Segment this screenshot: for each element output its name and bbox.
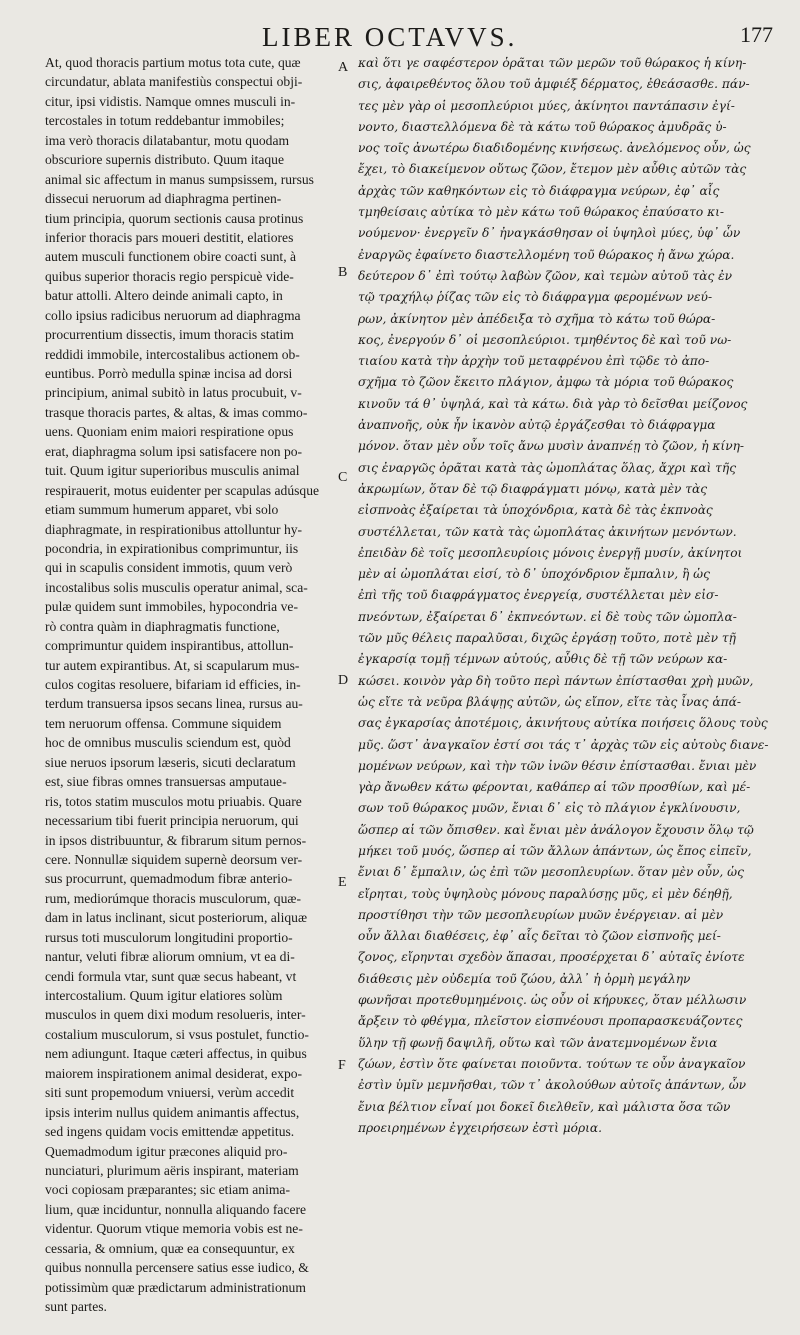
latin-text-line: videntur. Quorum vtique memoria vobis est ne- (45, 1221, 303, 1237)
greek-text-line: τες μὲν γὰρ οἱ μεσοπλεύριοι μύες, ἀκίνητοι παντάπασιν ἐγί- (358, 98, 735, 113)
greek-text-line: ὕλην τῇ φωνῇ δαψιλῆ, οὕτω καὶ τῶν ἀνατεμνομένων ἔνια (358, 1035, 718, 1050)
latin-text-line: siue neruos ipsorum læseris, sicuti declaratum (45, 754, 296, 770)
greek-text-line: τιαίου κατὰ τὴν ἀρχὴν τοῦ μεταφρένου ἐπὶ τῷδε τὸ ἀπο- (358, 354, 710, 369)
greek-text-line: κος, ἐνεργούν δ᾽ οἱ μεσοπλεύριοι. τμηθέντος δὲ καὶ τοῦ νω- (358, 332, 732, 347)
latin-text-line: trasque thoracis partes, & altas, & imas commo- (45, 404, 308, 420)
latin-text-line: rursus toti musculorum longitudini proportio- (45, 929, 293, 945)
latin-text-line: diaphragmate, in respirationibus attolluntur hy- (45, 521, 303, 537)
latin-text-line: nunciaturi, plurimum aëris inspirant, materiam (45, 1162, 299, 1178)
latin-text-line: potissimùm quæ prædictarum administrationum (45, 1279, 306, 1295)
latin-text-line: musculos in quem dixi modum resolueris, inter- (45, 1007, 306, 1023)
greek-text-line: συστέλλεται, τῶν κατὰ τὰς ὠμοπλάτας ἀκινήτων μενόντων. (358, 524, 737, 539)
greek-text-line: ἔνιαι δ᾽ ἔμπαλιν, ὡς ἐπὶ τῶν μεσοπλευρίων. ὅταν μὲν οὖν, ὡς (358, 865, 744, 880)
greek-text-line: σχῆμα τὸ ζῶον ἔκειτο πλάγιον, ἀμφω τὰ μόρια τοῦ θώρακος (358, 375, 734, 390)
greek-text-line: ἔχει, τὸ διακείμενον οὕτως ζῶον, ἔτεμον μὲν αὖθις αὐτῶν τὰς (358, 162, 747, 177)
greek-text-line: ζώων, ἐστὶν ὅτε φαίνεται ποιοῦντα. τούτων τε οὖν ἀναγκαῖον (358, 1056, 746, 1071)
latin-text-line: etiam summum humerum apparet, vbi solo (45, 502, 279, 518)
greek-text-line: μόνον. ὅταν μὲν οὖν τοῖς ἄνω μυσὶν ἀναπνέῃ τὸ ζῶον, ἡ κίνη- (358, 439, 745, 454)
latin-text-line: obscuriore supernis distributo. Quum itaque (45, 152, 284, 168)
latin-text-line: procurrentium dissectis, imum thoracis statim (45, 327, 294, 343)
greek-text-line: ἀναπνοῆς, οὐκ ἦν ἱκανὸν αὐτῷ ἐργάζεσθαι τὸ διάφραγμα (358, 418, 716, 433)
latin-text-line: tium principia, quorum sectionis causa protinus (45, 210, 304, 226)
greek-text-line: σις, ἀφαιρεθέντος ὅλου τοῦ ἀμφιέξ δέρματος, ἐθεάσασθε. πάν- (358, 77, 750, 92)
greek-text-line: πνεόντων, ἐξαίρεται δ᾽ ἐκπνεόντων. εἰ δὲ τοὺς τῶν ὠμοπλα- (358, 609, 737, 624)
greek-text-line: ὡς εἴτε τὰ νεῦρα βλάψῃς αὐτῶν, ὡς εἴπον, εἴτε τὰς ἶνας ἁπά- (358, 694, 741, 709)
latin-text-line: maiorem inspirationem animal desiderat, expo- (45, 1065, 303, 1081)
greek-text-line: σις ἐναργῶς ὁρᾶται κατὰ τὰς ὠμοπλάτας ὅλας, ἄχρι καὶ τῆς (358, 460, 737, 475)
latin-text-line: citur, ipsi vidistis. Namque omnes musculi in- (45, 93, 296, 109)
greek-text-line: ἐναργῶς ἐφαίνετο διαστελλομένη τοῦ θώρακος ἡ ἄνω χώρα. (358, 247, 735, 262)
margin-marker-c: C (338, 470, 348, 485)
latin-text-line: pulæ quidem sunt immobiles, hypocondria ve- (45, 599, 298, 615)
greek-text-line: προειρημένων ἐγχειρήσεων ἐστὶ μόρια. (358, 1120, 603, 1135)
latin-text-line: tercostales in totum reddebantur immobiles; (45, 113, 285, 129)
greek-text-line: ζονος, εἴρηνται σχεδὸν ἅπασαι, προσέρχεται δ᾽ αὐταῖς ἐνίοτε (358, 950, 745, 965)
greek-text-line: ἀρχὰς τῶν καθηκόντων εἰς τὸ διάφραγμα νεύρων, ἐφ᾽ αἷς (358, 183, 720, 198)
latin-text-line: ipsis interim nullus quidem animantis affectus, (45, 1104, 300, 1120)
greek-text-line: νοντο, διαστελλόμενα δὲ τὰ κάτω τοῦ θώρακος ἀμυδρᾶς ὑ- (358, 119, 727, 134)
latin-text-line: dam in latus inclinant, sicut posteriorum, aliquæ (45, 910, 308, 926)
latin-text-line: cendi formula vtar, sunt quæ secus habeant, vt (45, 968, 297, 984)
greek-text-line: ἔνια βέλτιον εἶναί μοι δοκεῖ διελθεῖν, καὶ μάλιστα ὅσα τῶν (358, 1099, 731, 1114)
greek-text-line: διάθεσις μὲν οὐδεμία τοῦ ζώου, ἀλλ᾽ ἡ ὁρμὴ μεγάλην (358, 971, 691, 986)
greek-text-line: ρων, ἀκίνητον μὲν ἀπέδειξα τὸ σχῆμα τὸ κάτω τοῦ θώρα- (358, 311, 716, 326)
margin-marker-e: E (338, 875, 347, 890)
latin-text-line: reddidi immobile, intercostalibus actionem ob- (45, 346, 300, 362)
latin-text-line: ima verò thoracis dilatabantur, motu quodam (45, 132, 290, 148)
latin-text-line: tem neruorum offensa. Commune siquidem (45, 715, 282, 731)
margin-marker-a: A (338, 60, 349, 75)
greek-text-line: μομένων νεύρων, καὶ τὴν τῶν ἰνῶν θέσιν ἐπίστασθαι. ἔνιαι μὲν (358, 758, 757, 773)
page-number: 177 (740, 22, 773, 47)
latin-column (45, 53, 337, 1316)
greek-text-line: ἀκρωμίων, ὅταν δὲ τῷ διαφράγματι μόνῳ, κατὰ μὲν τὰς (358, 481, 708, 496)
greek-text-line: σων τοῦ θώρακος μυῶν, ἔνιαι δ᾽ εἰς τὸ πλάγιον ἐγκλίνουσιν, (358, 801, 741, 816)
greek-text-line: ἐπὶ τῆς τοῦ διαφράγματος ἐνεργείᾳ, συστέλλεται μὲν εἰσ- (358, 588, 719, 603)
latin-text-line: ris, totos statim musculos motu priuabis. Quare (45, 793, 302, 809)
greek-text-line: εἴρηται, τοὺς ὑψηλοὺς μόνους παραλύσῃς μῦς, εἰ μὲν δέηθῇ, (358, 886, 733, 901)
greek-text-line: μῦς. ὥστ᾽ ἀναγκαῖον ἐστί σοι τάς τ᾽ ἀρχὰς τῶν εἰς αὐτοὺς διανε- (358, 737, 769, 752)
latin-text-line: cessaria, & omnium, quæ ea consequuntur, ex (45, 1240, 295, 1256)
latin-text-line: tuit. Quum igitur superioribus musculis animal (45, 463, 300, 479)
latin-text-line: inferior thoracis pars moueri destitit, elatiores (45, 229, 294, 245)
latin-text-line: terdum transuersa ipsos secans linea, rursus au- (45, 696, 303, 712)
latin-text-line: erat, diaphragma solum ipsi satisfacere non po- (45, 443, 303, 459)
greek-text-line: νούμενον· ἐνεργεῖν δ᾽ ἠναγκάσθησαν οἱ ὑψηλοὶ μύες, ὑφ᾽ ὧν (358, 226, 741, 241)
latin-text-line: quibus superior thoracis regio perspicuè vide- (45, 268, 294, 284)
latin-text-line: dissecui neruorum ad diaphragma pertinen- (45, 191, 282, 207)
latin-text-line: rum, mediorúmque thoracis musculorum, quæ- (45, 890, 301, 906)
latin-text-line: hoc de omnibus musculis sciendum est, quòd (45, 735, 291, 751)
greek-text-line: φωνῆσαι προτεθυμημένοις. ὡς οὖν οἱ κήρυκες, ὅταν μέλλωσιν (358, 993, 747, 1008)
greek-text-line: μήκει τοῦ μυός, ὥσπερ αἱ τῶν ἄλλων ἁπάντων, ὡς ἔπος εἰπεῖν, (358, 843, 752, 858)
latin-text-line: circundatur, ablata manifestiùs conspectui obji- (45, 74, 303, 90)
latin-text-line: animal sic affectum in manus sumpsissem, rursus (45, 171, 314, 187)
latin-text-line: in ipsos distribuuntur, & fibrarum situm pernos- (45, 832, 307, 848)
latin-text-line: euntibus. Porrò medulla spinæ incisa ad dorsi (45, 366, 293, 381)
running-header: LIBER OCTAVVS. (262, 22, 518, 52)
greek-text-line: εἰσπνοὰς ἐξαίρεται τὰ ὑποχόνδρια, κατὰ δὲ τὰς ἐκπνοὰς (358, 503, 713, 518)
greek-text-line: κινοῦν τά θ᾽ ὑψηλά, καὶ τὰ κάτω. διὰ γὰρ τὸ δεῖσθαι μείζονος (358, 396, 748, 411)
latin-text-line: sunt partes. (45, 1299, 107, 1314)
greek-text-line: σας ἐγκαρσίας ἀποτέμοις, ἀκινήτους αὐτίκα ποιήσεις ὅλους τοὺς (358, 716, 768, 731)
greek-text-line: τῷ τραχήλῳ ῥίζας τῶν εἰς τὸ διάφραγμα φερομένων νεύ- (358, 290, 713, 305)
latin-text-line: incostalibus solis musculis operatur animal, sca- (45, 579, 308, 595)
greek-text-line: τῶν μῦς θέλεις παραλῦσαι, διχῶς ἐργάσῃ τοῦτο, ποτὲ μὲν τῇ (358, 631, 736, 646)
latin-text-line: sed ingens quidam vocis emittendæ appetitus. (45, 1124, 295, 1140)
latin-text-line: rò contra quàm in diaphragmatis functione, (45, 618, 280, 634)
latin-text-line: est, siue fibras omnes transuersas amputaue- (45, 774, 287, 790)
margin-marker-d: D (338, 673, 349, 688)
greek-text-line: ἐγκαρσίᾳ τομῇ τέμνων αὐτούς, αὖθις δὲ τῇ τῶν νεύρων κα- (358, 652, 728, 667)
greek-text-line: μὲν αἱ ὠμοπλάται εἰσί, τὸ δ᾽ ὑποχόνδριον ἔμπαλιν, ἢ ὡς (358, 567, 710, 582)
margin-marker-f: F (338, 1058, 346, 1073)
latin-text-line: nantur, veluti fibræ aliorum omnium, vt ea di- (45, 949, 295, 965)
latin-text-line: quibus nonnulla percensere satius esse iudico, & (45, 1260, 309, 1276)
latin-text-line: lium, quæ inciduntur, nonnulla aliquando facere (45, 1201, 307, 1217)
latin-text-line: comprimuntur quidem inspirantibus, attollun- (45, 638, 294, 654)
latin-text-line: At, quod thoracis partium motus tota cute, quæ (45, 55, 301, 70)
latin-text-line: costalium musculorum, si vsus postulet, functio- (45, 1026, 309, 1042)
latin-text-line: tur autem expirantibus. At, si scapularum mus- (45, 657, 300, 673)
latin-text-line: collo ipsius radicibus neruorum ad diaphragma (45, 307, 301, 323)
greek-text-line: ἐστὶν ὑμῖν μεμνῆσθαι, τῶν τ᾽ ἀκολούθων αὐτοῖς ἁπάντων, ὧν (358, 1078, 747, 1093)
latin-text-line: principium, animal subitò in latus procubuit, v- (45, 385, 302, 401)
greek-text-line: οὖν ἄλλαι διαθέσεις, ἐφ᾽ αἷς δεῖται τὸ ζῶον εἰσπνοῆς μεί- (358, 929, 721, 944)
latin-text-line: siti sunt propemodum vniuersi, verùm accedit (45, 1085, 295, 1101)
latin-text-line: pocondria, in expirationibus comprimuntur, iis (45, 540, 299, 556)
latin-text-line: cere. Nonnullæ siquidem supernè deorsum ver- (45, 851, 303, 867)
latin-text-line: culos cogitas resoluere, bifariam id efficies, in- (45, 677, 301, 692)
latin-text-line: batur attolli. Altero deinde animali capto, in (45, 288, 283, 304)
latin-text-line: respirauerit, motus euidenter per scapulas adúsque (45, 482, 320, 498)
greek-text-line: κώσει. κοινὸν γὰρ δὴ τοῦτο περὶ πάντων ἐπίστασθαι χρὴ μυῶν, (358, 673, 754, 688)
greek-text-line: δεύτερον δ᾽ ἐπὶ τούτῳ λαβὼν ζῶον, καὶ τεμὼν αὐτοῦ τὰς ἐν (358, 268, 733, 283)
greek-text-line: ἄρξειν τὸ φθέγμα, πλεῖστον εἰσπνέουσι προπαρασκευάζοντες (358, 1014, 743, 1029)
greek-text-line: τμηθείσαις αὐτίκα τὸ μὲν κάτω τοῦ θώρακος ἐπαύσατο κι- (358, 205, 725, 220)
latin-text-line: nem adiungunt. Itaque cæteri affectus, in quibus (45, 1046, 307, 1062)
latin-text-line: intercostalium. Quum igitur elatiores solùm (45, 988, 283, 1003)
greek-text-line: γὰρ ἄνωθεν κάτω φέρονται, καθάπερ αἱ τῶν προσθίων, καὶ μέ- (358, 780, 751, 795)
latin-text-line: qui in scapulis consident immotis, quum verò (45, 560, 293, 576)
latin-text-line: sus procurrunt, quemadmodum fibræ anterio- (45, 871, 293, 887)
latin-text-line: voci copiosam præparantes; sic etiam anima- (45, 1182, 290, 1198)
greek-text-line: νος τοῖς ἀνωτέρω διαδιδομένης κινήσεως. ἀνελόμενος οὖν, ὡς (358, 141, 751, 156)
greek-text-line: ὥσπερ αἱ τῶν ὄπισθεν. καὶ ἔνιαι μὲν ἀνάλογον ἔχουσιν ὅλῳ τῷ (358, 822, 754, 837)
greek-text-line: καὶ ὅτι γε σαφέστερον ὁρᾶται τῶν μερῶν τοῦ θώρακος ἡ κίνη- (358, 56, 747, 70)
latin-text-line: uens. Quoniam enim maiori respiratione opus (45, 424, 294, 440)
margin-marker-b: B (338, 265, 348, 280)
latin-text-line: Quemadmodum igitur præcones aliquid pro- (45, 1143, 288, 1159)
greek-text-line: ἐπειδὰν δὲ τοῖς μεσοπλευρίοις μόνοις ἐνεργῇ μυσίν, ἀκίνητοι (358, 545, 743, 560)
greek-column (358, 53, 769, 1139)
latin-text-line: necessarium tibi fuerit principia neruorum, qui (45, 813, 299, 829)
greek-text-line: προστίθησι τὴν τῶν μεσοπλευρίων μυῶν ἐνέργειαν. αἱ μὲν (358, 907, 724, 922)
latin-text-line: autem musculi functionem obire coacti sunt, à (45, 249, 297, 265)
